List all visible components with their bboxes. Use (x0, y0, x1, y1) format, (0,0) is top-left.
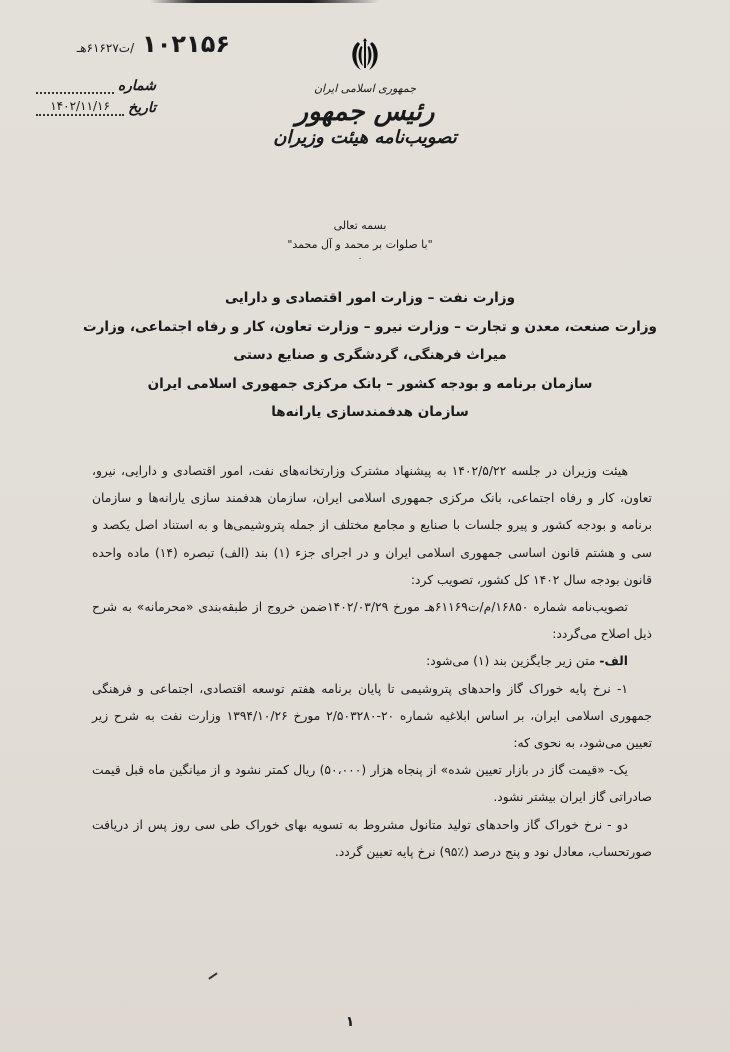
body-paragraph: هیئت وزیران در جلسه ۱۴۰۲/۵/۲۲ به پیشنهاد مشترک وزارتخانه‌های نفت، امور اقتصادی و دارایی، نیرو، تعاون، کار و رفاه اجتماعی، بانک مرکزی جمهوری اسلامی ایران، سازمان هدفمند سازی یارانه‌ها و سازمان برنامه و بودجه کشور و پیرو جلسات با صنایع و مجامع مختلف از جمله پتروشیمی‌ها و به استناد اصل یکصد و سی و هشتم قانون اساسی جمهوری اسلامی ایران و در اجرای جزء (۱) بند (الف) تبصره (۱۴) ماده واحده قانون بودجه سال ۱۴۰۲ کل کشور، تصویب کرد: (92, 464, 652, 587)
sub-item-2: دو - نرخ خوراک گاز واحدهای تولید متانول مشروط به تسویه بهای خوراک طی سی روز پس از دریافت صورتحساب، معادل نود و پنج درصد (٪۹۵) نرخ پایه تعیین گردد. (92, 817, 652, 859)
decree-body (92, 458, 652, 866)
sub-item-1: یک- «قیمت گاز در بازار تعیین شده» از پنجاه هزار (۵۰،۰۰۰) ریال کمتر نشود و از میانگین ماه قبل قیمت صادراتی گاز ایران بیشتر نشود. (92, 763, 652, 805)
president-title: رئیس جمهور (295, 97, 435, 127)
registry-fields (36, 72, 156, 116)
section-a-text: متن زیر جایگزین بند (۱) می‌شود: (426, 654, 600, 669)
section-a-label: الف- (599, 654, 628, 669)
registry-number (30, 30, 230, 58)
invocation-line: ۰ (357, 254, 363, 264)
registry-field-number (36, 72, 156, 94)
body-paragraph: تصویب‌نامه شماره ۱۶۸۵۰/م/ت۶۱۱۶۹هـ مورخ ۱۴۰۲/۰۳/۲۹ضمن خروج از طبقه‌بندی «محرمانه» به شرح ذیل اصلاح می‌گردد: (92, 600, 652, 642)
item-1: ۱- نرخ پایه خوراک گاز واحدهای پتروشیمی تا پایان برنامه هفتم توسعه اقتصادی، اجتماعی و فرهنگی جمهوری اسلامی ایران، بر اساس ابلاغیه شماره ۲۰-۲/۵۰۳۲۸۰ مورخ ۱۳۹۴/۱۰/۲۶ وزارت نفت به شرح زیر تعیین می‌شود، به نحوی که: (92, 681, 652, 751)
recipient-line: وزارت نفت – وزارت امور اقتصادی و دارایی (225, 290, 515, 306)
field-value (36, 77, 114, 94)
section-a (92, 648, 652, 675)
pen-mark (208, 972, 217, 979)
recipient-line: سازمان هدفمندسازی یارانه‌ها (271, 404, 469, 420)
registry-field-date (36, 94, 156, 116)
recipient-line: میراث فرهنگی، گردشگری و صنایع دستی (233, 347, 507, 363)
registry-number-large: ۱۰۲۱۵۶ (142, 30, 230, 58)
recipient-line: سازمان برنامه و بودجه کشور – بانک مرکزی جمهوری اسلامی ایران (147, 375, 593, 392)
page-number: ۱ (345, 1014, 355, 1030)
invocation-line: بسمه تعالی (333, 219, 387, 232)
invocation (240, 216, 480, 264)
field-value: ۱۴۰۲/۱۱/۱۶ (36, 99, 124, 116)
field-label: شماره (117, 78, 156, 94)
approval-title: تصویب‌نامه هیئت وزیران (273, 127, 457, 148)
field-label: تاریخ (128, 100, 156, 116)
republic-title: جمهوری اسلامی ایران (313, 82, 417, 95)
invocation-line: "با صلوات بر محمد و آل محمد" (287, 238, 433, 251)
iran-emblem-icon (343, 32, 387, 76)
scan-edge-shadow (150, 0, 380, 3)
registry-number-ref: /ت۶۱۶۲۷هـ (76, 41, 135, 55)
recipient-line: وزارت صنعت، معدن و تجارت – وزارت نیرو – وزارت تعاون، کار و رفاه اجتماعی، وزارت (83, 318, 657, 335)
letterhead (265, 32, 465, 148)
recipients-list (80, 284, 660, 427)
